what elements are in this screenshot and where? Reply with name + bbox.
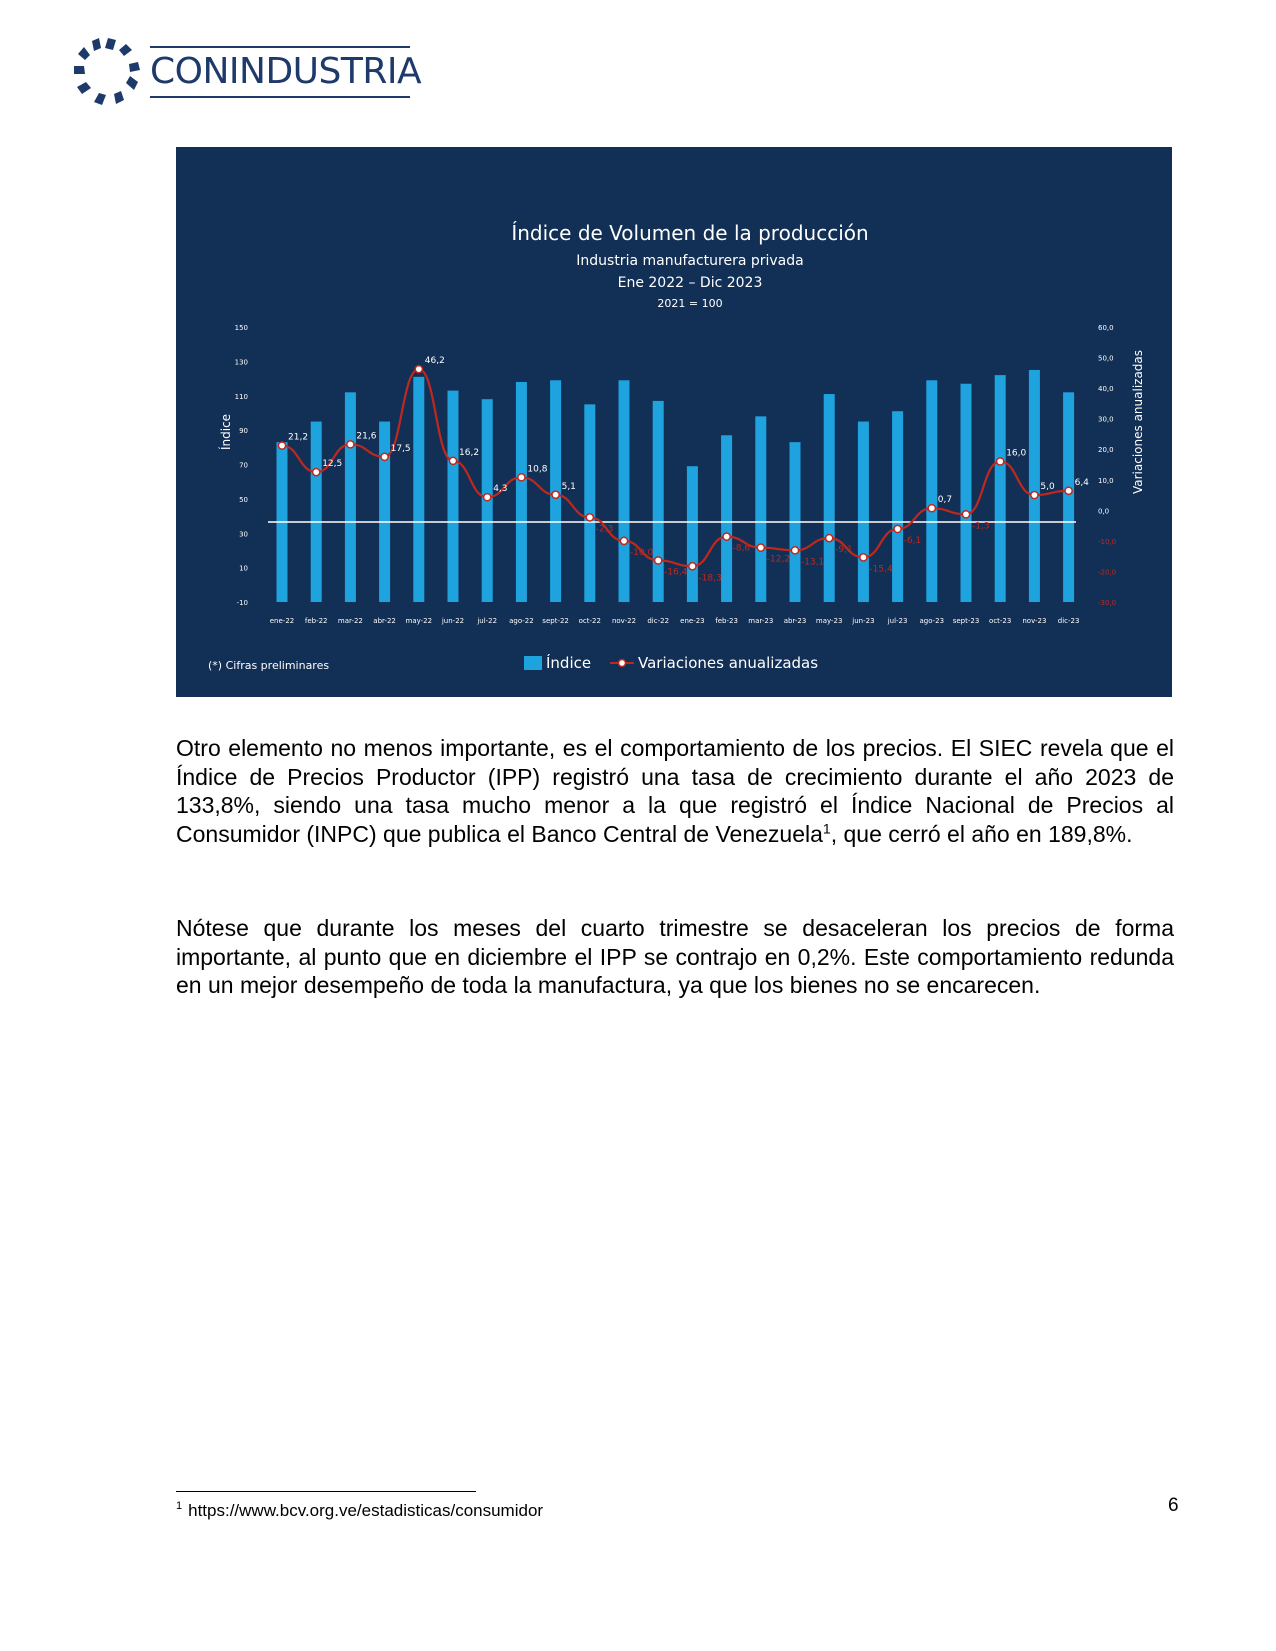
category-label: sept-23: [952, 617, 980, 625]
point-variaciones: [278, 442, 285, 449]
category-label: oct-23: [989, 617, 1012, 625]
right-tick-label: 40,0: [1098, 385, 1114, 394]
bar-indice: [413, 377, 424, 602]
data-label-variaciones: 10,8: [527, 464, 548, 475]
category-label: mar-22: [337, 617, 363, 625]
data-label-variaciones: -10,0: [630, 547, 654, 558]
point-variaciones: [1065, 487, 1072, 494]
right-tick-label: -30,0: [1098, 599, 1117, 607]
point-variaciones: [552, 491, 559, 498]
bar-indice: [448, 391, 459, 602]
legend-label-variaciones: Variaciones anualizadas: [638, 654, 819, 672]
bar-indice: [892, 411, 903, 602]
production-volume-chart: [176, 147, 1172, 697]
data-label-variaciones: -15,4: [869, 564, 893, 575]
point-variaciones: [826, 535, 833, 542]
paragraph-1-text: Otro elemento no menos importante, es el comportamiento de los precios. El SIEC revela que el Índice de Precios Productor (IPP) registró una tasa de crecimiento durante el año 2023 de 133,8%, siendo una tasa mucho menor a la que registró el Índice Nacional de Precios al Consumidor (INPC) que publica el Banco Central de Venezuela: [176, 735, 1174, 847]
chart-svg: [176, 147, 1172, 697]
data-label-variaciones: 12,5: [322, 459, 343, 470]
paragraph-fourth-quarter: [176, 914, 1174, 1000]
bar-indice: [311, 422, 322, 602]
bar-indice: [824, 394, 835, 602]
chart-subtitle-2: Ene 2022 – Dic 2023: [617, 275, 763, 291]
legend-label-indice: Índice: [546, 654, 592, 672]
data-label-variaciones: 16,2: [459, 447, 480, 458]
bar-indice: [721, 435, 732, 602]
point-variaciones: [689, 563, 696, 570]
category-label: jul-22: [477, 617, 498, 625]
point-variaciones: [586, 514, 593, 521]
page-number: 6: [1168, 1495, 1179, 1516]
category-label: abr-22: [373, 617, 396, 625]
conindustria-logo: [72, 36, 422, 108]
right-tick-label: 50,0: [1098, 354, 1114, 363]
footnote: [176, 1500, 543, 1522]
legend-marker-variaciones: [619, 660, 626, 667]
left-tick-label: 30: [239, 530, 248, 539]
left-tick-label: 10: [239, 564, 248, 573]
point-variaciones: [791, 547, 798, 554]
data-label-variaciones: 21,2: [288, 432, 309, 443]
y-axis-label-right: Variaciones anualizadas: [1131, 349, 1145, 495]
category-label: nov-23: [1022, 617, 1047, 625]
bar-indice: [379, 422, 390, 602]
category-label: oct-22: [578, 617, 601, 625]
data-label-variaciones: -13,1: [801, 557, 825, 568]
paragraph-2-text: Nótese que durante los meses del cuarto trimestre se desaceleran los precios de forma importante, al punto que en diciembre el IPP se contrajo en 0,2%. Este comportamiento redunda en un mejor desempeño de toda la manufactura, ya que los bienes no se encarecen.: [176, 915, 1174, 998]
category-label: ene-22: [269, 617, 295, 625]
bar-indice: [858, 422, 869, 602]
bar-indice: [516, 382, 527, 602]
bar-indice: [1029, 370, 1040, 602]
left-tick-label: 70: [239, 461, 248, 470]
point-variaciones: [313, 469, 320, 476]
right-tick-label: 20,0: [1098, 446, 1114, 455]
left-tick-label: -10: [236, 599, 248, 607]
left-tick-label: 110: [234, 392, 248, 401]
point-variaciones: [381, 453, 388, 460]
right-tick-label: 0,0: [1098, 507, 1110, 516]
point-variaciones: [997, 458, 1004, 465]
right-tick-label: 10,0: [1098, 476, 1114, 485]
category-label: abr-23: [783, 617, 807, 625]
category-label: ago-23: [919, 617, 945, 625]
footnote-number: 1: [176, 1500, 183, 1513]
bar-indice: [584, 404, 595, 602]
right-tick-label: -10,0: [1098, 537, 1117, 546]
category-label: may-23: [815, 617, 843, 625]
point-variaciones: [620, 537, 627, 544]
chart-footnote: (*) Cifras preliminares: [208, 659, 330, 672]
category-label: may-22: [405, 617, 433, 625]
logo-top-rule: [150, 46, 410, 48]
y-axis-label-left: Índice: [219, 413, 233, 451]
right-tick-label: 30,0: [1098, 415, 1114, 424]
logo-bottom-rule: [150, 96, 410, 98]
data-label-variaciones: 16,0: [1006, 448, 1027, 459]
category-label: dic-22: [647, 617, 670, 625]
chart-title: Índice de Volumen de la producción: [511, 221, 869, 245]
left-tick-label: 130: [234, 358, 248, 367]
data-label-variaciones: 5,1: [561, 481, 576, 492]
bar-indice: [926, 380, 937, 602]
data-label-variaciones: -8,6: [732, 543, 751, 554]
left-tick-label: 150: [234, 324, 248, 332]
data-label-variaciones: 6,4: [1074, 477, 1089, 488]
point-variaciones: [757, 544, 764, 551]
footnote-reference[interactable]: 1: [822, 819, 831, 836]
logo-text: CONINDUSTRIA: [150, 51, 422, 92]
bar-indice: [687, 466, 698, 602]
point-variaciones: [655, 557, 662, 564]
right-tick-label: 60,0: [1098, 324, 1114, 332]
data-label-variaciones: -2,3: [595, 524, 614, 535]
category-label: feb-22: [304, 617, 328, 625]
point-variaciones: [347, 441, 354, 448]
chart-subtitle-1: Industria manufacturera privada: [576, 253, 804, 269]
point-variaciones: [723, 533, 730, 540]
point-variaciones: [449, 457, 456, 464]
data-label-variaciones: -6,1: [903, 535, 922, 546]
data-label-variaciones: 21,6: [356, 431, 377, 442]
data-label-variaciones: -18,3: [698, 573, 722, 584]
bar-indice: [345, 392, 356, 602]
bar-indice: [755, 416, 766, 602]
point-variaciones: [894, 525, 901, 532]
data-label-variaciones: -16,4: [664, 567, 688, 578]
bar-indice: [653, 401, 664, 602]
category-label: jul-23: [887, 617, 908, 625]
data-label-variaciones: -1,3: [972, 521, 990, 532]
point-variaciones: [928, 505, 935, 512]
chart-subtitle-3: 2021 = 100: [657, 297, 723, 310]
data-label-variaciones: -12,2: [766, 554, 791, 565]
data-label-variaciones: -9,1: [835, 545, 853, 556]
point-variaciones: [518, 474, 525, 481]
point-variaciones: [860, 554, 867, 561]
paragraph-1-tail: , que cerró el año en 189,8%.: [830, 820, 1133, 847]
point-variaciones: [484, 494, 491, 501]
footnote-separator: [176, 1491, 476, 1492]
data-label-variaciones: 4,3: [493, 484, 508, 495]
category-label: ago-22: [509, 617, 534, 625]
right-tick-label: -20,0: [1098, 568, 1117, 577]
point-variaciones: [962, 511, 969, 518]
footnote-link[interactable]: https://www.bcv.org.ve/estadisticas/consumidor: [188, 1501, 544, 1520]
point-variaciones: [415, 366, 422, 373]
conindustria-logo-icon: [72, 36, 144, 108]
legend-swatch-indice: [524, 656, 542, 670]
category-label: mar-23: [748, 617, 774, 625]
line-variaciones: [282, 369, 1069, 566]
category-label: jun-23: [852, 617, 875, 625]
left-tick-label: 90: [239, 427, 248, 436]
category-label: ene-23: [680, 617, 705, 625]
category-label: sept-22: [542, 617, 569, 625]
data-label-variaciones: 17,5: [390, 443, 411, 454]
left-tick-label: 50: [239, 495, 248, 504]
data-label-variaciones: 0,7: [937, 495, 953, 506]
bar-indice: [961, 384, 972, 602]
category-label: nov-22: [611, 617, 637, 625]
bar-indice: [619, 380, 630, 602]
category-label: dic-23: [1057, 617, 1080, 625]
paragraph-prices: [176, 734, 1174, 848]
category-label: feb-23: [715, 617, 738, 625]
category-label: jun-22: [441, 617, 465, 625]
data-label-variaciones: 5,0: [1040, 482, 1055, 493]
data-label-variaciones: 46,2: [424, 356, 445, 367]
bar-indice: [1063, 392, 1074, 602]
point-variaciones: [1031, 491, 1038, 498]
bar-indice: [995, 375, 1006, 602]
